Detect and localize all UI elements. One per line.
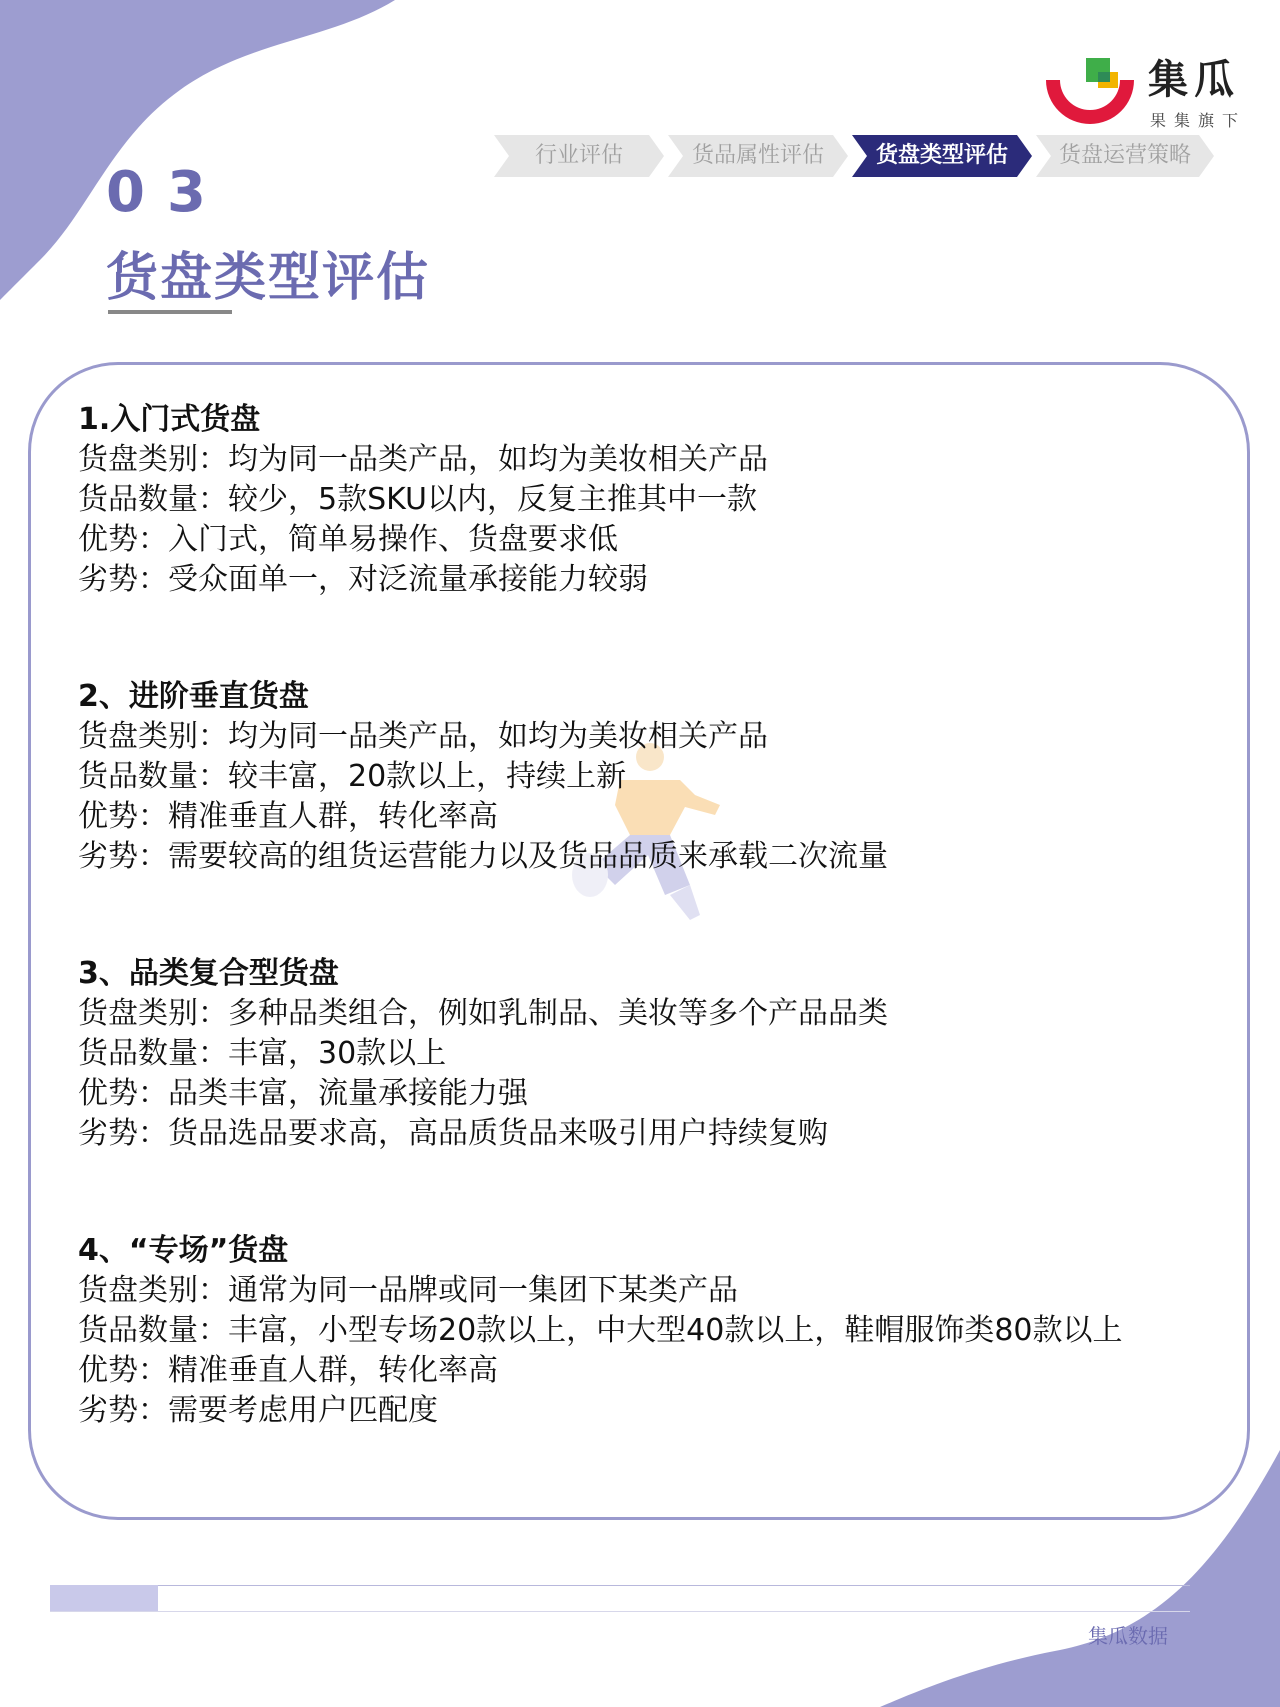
breadcrumb-label: 货品属性评估	[691, 143, 824, 168]
breadcrumb-label: 行业评估	[534, 143, 623, 168]
block-line: 货盘类别：通常为同一品牌或同一集团下某类产品	[78, 1273, 738, 1308]
logo-mark-icon	[1040, 58, 1140, 128]
breadcrumb-label: 货盘运营策略	[1058, 143, 1191, 168]
breadcrumb-label: 货盘类型评估	[875, 143, 1008, 168]
block-line: 货盘类别：均为同一品类产品，如均为美妆相关产品	[78, 719, 768, 754]
block-line: 优势：精准垂直人群，转化率高	[78, 799, 498, 834]
block-line: 货品数量：丰富，30款以上	[78, 1036, 447, 1071]
footer-source: 集瓜数据	[1088, 1624, 1168, 1648]
block-heading: 2、进阶垂直货盘	[78, 679, 309, 714]
block-line: 货品数量：较丰富，20款以上，持续上新	[78, 759, 627, 794]
block-heading: 4、“专场”货盘	[78, 1233, 289, 1268]
block-line: 优势：入门式，简单易操作、货盘要求低	[78, 522, 618, 557]
block-line: 劣势：货品选品要求高，高品质货品来吸引用户持续复购	[78, 1116, 828, 1151]
brand-name: 集瓜	[1148, 57, 1240, 103]
breadcrumb-item-assortment-type[interactable]	[852, 135, 1032, 177]
breadcrumb-item-industry[interactable]	[494, 135, 664, 177]
assortment-block	[78, 1231, 1123, 1431]
block-line: 劣势：需要较高的组货运营能力以及货品品质来承载二次流量	[78, 839, 888, 874]
footer-divider	[50, 1585, 1190, 1586]
block-line: 货盘类别：均为同一品类产品，如均为美妆相关产品	[78, 442, 768, 477]
breadcrumb	[494, 135, 1214, 177]
breadcrumb-item-product-attributes[interactable]	[668, 135, 848, 177]
block-line: 劣势：受众面单一，对泛流量承接能力较弱	[78, 562, 648, 597]
block-line: 优势：精准垂直人群，转化率高	[78, 1353, 498, 1388]
breadcrumb-item-operations[interactable]	[1036, 135, 1214, 177]
footer-accent-bar	[50, 1585, 158, 1611]
brand-logo	[1040, 58, 1260, 128]
section-number: 03	[106, 160, 228, 225]
assortment-block	[78, 954, 888, 1154]
block-line: 劣势：需要考虑用户匹配度	[78, 1393, 438, 1428]
footer-divider-bottom	[50, 1611, 1190, 1612]
brand-tagline: 果集旗下	[1150, 111, 1247, 130]
block-line: 货品数量：较少，5款SKU以内，反复主推其中一款	[78, 482, 757, 517]
block-line: 优势：品类丰富，流量承接能力强	[78, 1076, 528, 1111]
block-line: 货品数量：丰富，小型专场20款以上，中大型40款以上，鞋帽服饰类80款以上	[78, 1313, 1123, 1348]
block-heading: 1.入门式货盘	[78, 402, 261, 437]
page-title: 货盘类型评估	[106, 248, 431, 308]
block-line: 货盘类别：多种品类组合，例如乳制品、美妆等多个产品品类	[78, 996, 888, 1031]
assortment-block	[78, 677, 888, 877]
block-heading: 3、品类复合型货盘	[78, 956, 339, 991]
assortment-block	[78, 400, 768, 600]
title-underline	[108, 310, 232, 314]
